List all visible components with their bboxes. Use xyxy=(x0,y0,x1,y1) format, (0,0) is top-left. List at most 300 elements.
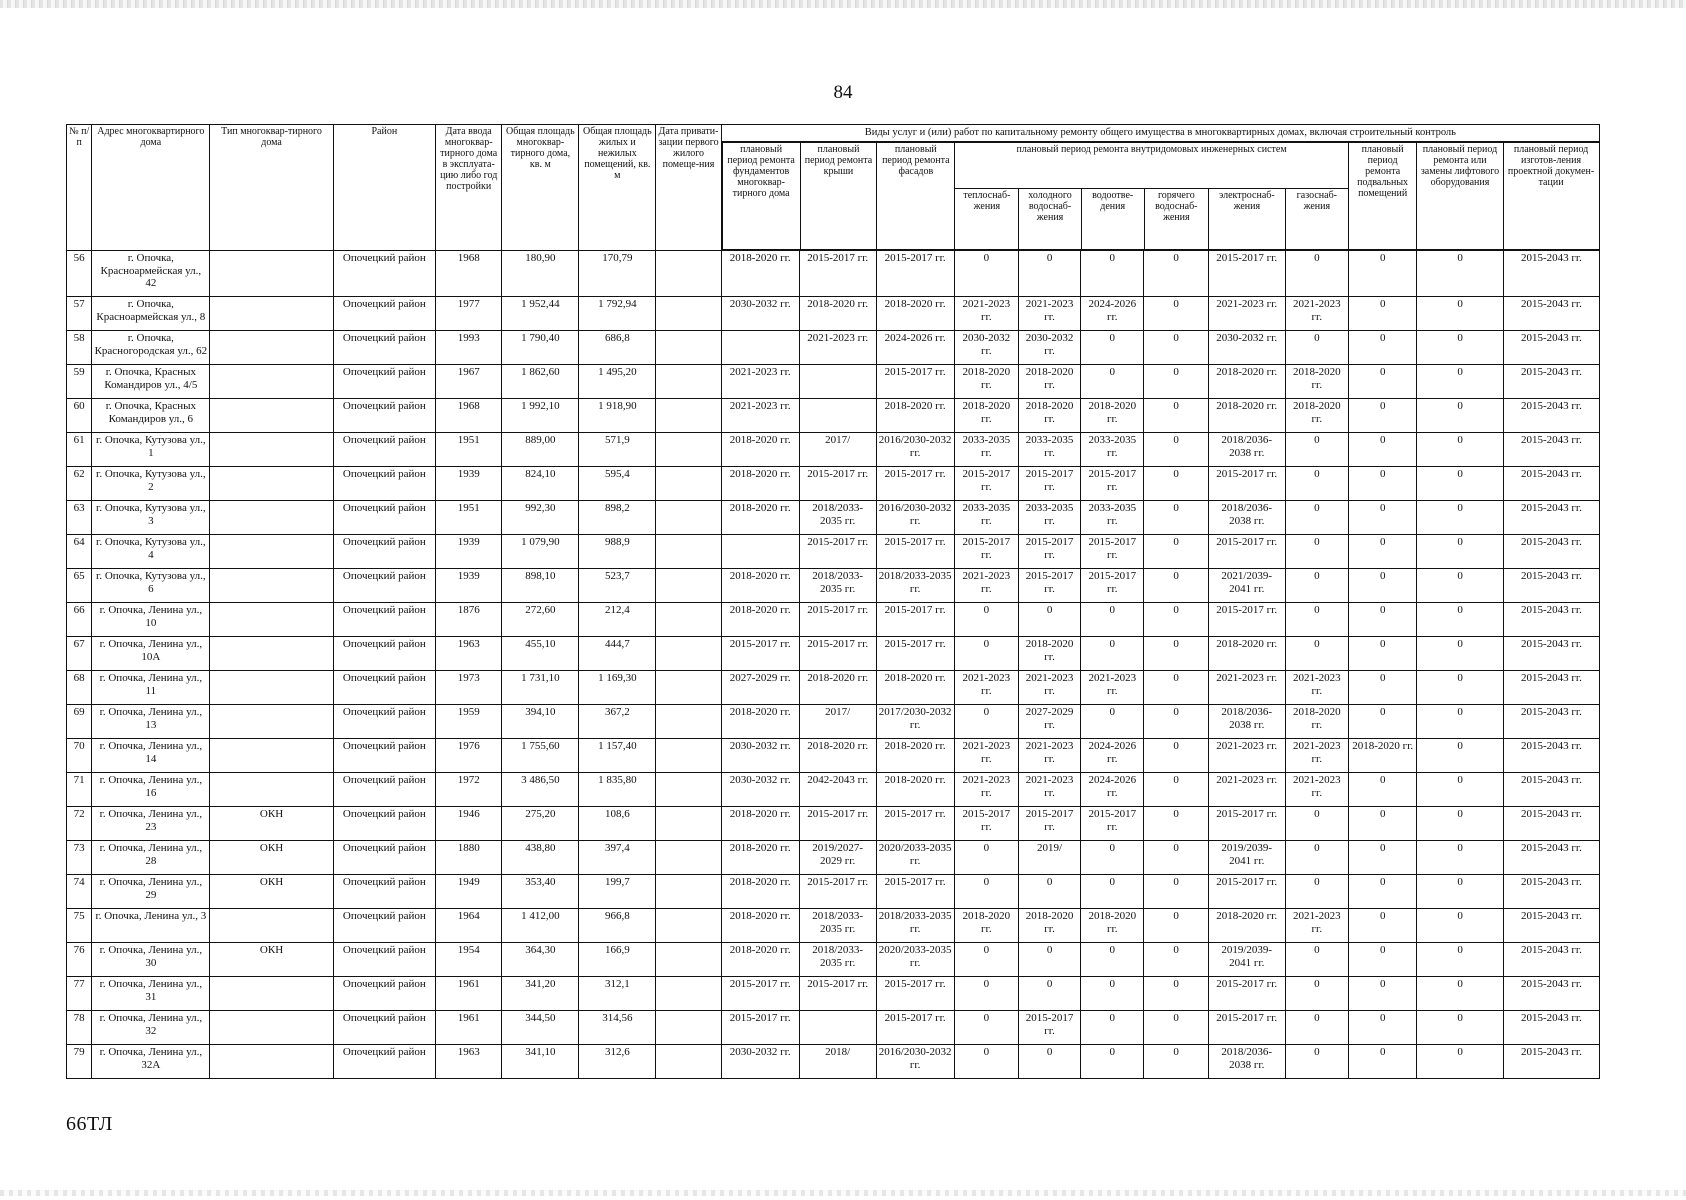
table-row xyxy=(67,943,1600,977)
cell-hot-water: 0 xyxy=(1144,705,1208,739)
cell-address: г. Опочка, Кутузова ул., 4 xyxy=(92,535,210,569)
cell-cold-water: 0 xyxy=(1018,1045,1080,1079)
document-code: 66ТЛ xyxy=(66,1113,113,1135)
cell-house-type xyxy=(210,1045,333,1079)
cell-basement: 0 xyxy=(1348,909,1417,943)
cell-living-area: 312,6 xyxy=(579,1045,656,1079)
cell-total-area: 364,30 xyxy=(502,943,579,977)
table-row xyxy=(67,251,1600,297)
cell-facade: 2020/2033-2035 гг. xyxy=(876,841,954,875)
cell-facade: 2018-2020 гг. xyxy=(876,671,954,705)
table-row xyxy=(67,977,1600,1011)
cell-foundation: 2018-2020 гг. xyxy=(721,433,799,467)
cell-hot-water: 0 xyxy=(1144,251,1208,297)
cell-basement: 0 xyxy=(1348,773,1417,807)
cell-elevator: 0 xyxy=(1417,331,1503,365)
cell-privatization-date xyxy=(656,977,721,1011)
cell-total-area: 898,10 xyxy=(502,569,579,603)
cell-design-docs: 2015-2043 гг. xyxy=(1503,365,1599,399)
cell-address: г. Опочка, Ленина ул., 23 xyxy=(92,807,210,841)
table-row xyxy=(67,501,1600,535)
cell-cold-water: 2030-2032 гг. xyxy=(1018,331,1080,365)
cell-district: Опочецкий район xyxy=(333,433,435,467)
cell-design-docs: 2015-2043 гг. xyxy=(1503,1045,1599,1079)
table-row xyxy=(67,399,1600,433)
cell-basement: 2018-2020 гг. xyxy=(1348,739,1417,773)
cell-num: 68 xyxy=(67,671,92,705)
cell-foundation: 2030-2032 гг. xyxy=(721,739,799,773)
header-foundation: плановый период ремонта фундаментов многоквар-тирного дома xyxy=(722,143,800,250)
cell-elevator: 0 xyxy=(1417,637,1503,671)
cell-sewerage: 0 xyxy=(1081,603,1144,637)
cell-commission-date: 1968 xyxy=(435,251,501,297)
cell-house-type: ОКН xyxy=(210,807,333,841)
cell-address: г. Опочка, Ленина ул., 11 xyxy=(92,671,210,705)
cell-roof: 2015-2017 гг. xyxy=(799,535,876,569)
cell-heating: 2030-2032 гг. xyxy=(954,331,1018,365)
cell-commission-date: 1880 xyxy=(435,841,501,875)
cell-district: Опочецкий район xyxy=(333,943,435,977)
cell-hot-water: 0 xyxy=(1144,671,1208,705)
cell-foundation: 2018-2020 гг. xyxy=(721,705,799,739)
cell-sewerage: 0 xyxy=(1081,841,1144,875)
cell-sewerage: 2015-2017 гг. xyxy=(1081,569,1144,603)
cell-roof: 2018/ xyxy=(799,1045,876,1079)
cell-facade: 2015-2017 гг. xyxy=(876,807,954,841)
cell-electricity: 2015-2017 гг. xyxy=(1208,977,1285,1011)
cell-design-docs: 2015-2043 гг. xyxy=(1503,875,1599,909)
cell-cold-water: 0 xyxy=(1018,943,1080,977)
cell-electricity: 2015-2017 гг. xyxy=(1208,807,1285,841)
cell-living-area: 367,2 xyxy=(579,705,656,739)
cell-gas: 2018-2020 гг. xyxy=(1285,399,1348,433)
cell-district: Опочецкий район xyxy=(333,909,435,943)
cell-hot-water: 0 xyxy=(1144,943,1208,977)
cell-num: 58 xyxy=(67,331,92,365)
cell-living-area: 571,9 xyxy=(579,433,656,467)
cell-privatization-date xyxy=(656,535,721,569)
table-row xyxy=(67,535,1600,569)
cell-gas: 0 xyxy=(1285,331,1348,365)
cell-living-area: 523,7 xyxy=(579,569,656,603)
table-row xyxy=(67,773,1600,807)
cell-privatization-date xyxy=(656,569,721,603)
cell-address: г. Опочка, Ленина ул., 30 xyxy=(92,943,210,977)
cell-district: Опочецкий район xyxy=(333,637,435,671)
cell-gas: 0 xyxy=(1285,875,1348,909)
table-row xyxy=(67,1011,1600,1045)
cell-foundation: 2030-2032 гг. xyxy=(721,297,799,331)
cell-hot-water: 0 xyxy=(1144,569,1208,603)
cell-total-area: 992,30 xyxy=(502,501,579,535)
cell-num: 63 xyxy=(67,501,92,535)
scan-edge-bottom xyxy=(0,1190,1686,1196)
cell-sewerage: 2024-2026 гг. xyxy=(1081,773,1144,807)
cell-elevator: 0 xyxy=(1417,671,1503,705)
cell-basement: 0 xyxy=(1348,637,1417,671)
cell-cold-water: 2018-2020 гг. xyxy=(1018,365,1080,399)
header-num: № п/п xyxy=(67,125,92,251)
cell-facade: 2018-2020 гг. xyxy=(876,297,954,331)
cell-facade: 2018-2020 гг. xyxy=(876,739,954,773)
table-row xyxy=(67,841,1600,875)
cell-heating: 0 xyxy=(954,875,1018,909)
cell-num: 62 xyxy=(67,467,92,501)
table-row xyxy=(67,807,1600,841)
cell-num: 72 xyxy=(67,807,92,841)
cell-privatization-date xyxy=(656,807,721,841)
cell-electricity: 2018/2036-2038 гг. xyxy=(1208,433,1285,467)
cell-commission-date: 1961 xyxy=(435,1011,501,1045)
cell-sewerage: 2015-2017 гг. xyxy=(1081,807,1144,841)
cell-total-area: 272,60 xyxy=(502,603,579,637)
cell-district: Опочецкий район xyxy=(333,535,435,569)
cell-privatization-date xyxy=(656,671,721,705)
cell-heating: 2015-2017 гг. xyxy=(954,807,1018,841)
cell-heating: 0 xyxy=(954,943,1018,977)
header-sewerage: водоотве-дения xyxy=(1081,189,1144,250)
cell-privatization-date xyxy=(656,467,721,501)
cell-gas: 0 xyxy=(1285,807,1348,841)
cell-living-area: 595,4 xyxy=(579,467,656,501)
cell-sewerage: 2015-2017 гг. xyxy=(1081,467,1144,501)
cell-total-area: 3 486,50 xyxy=(502,773,579,807)
cell-roof: 2018/2033-2035 гг. xyxy=(799,943,876,977)
cell-total-area: 341,20 xyxy=(502,977,579,1011)
cell-privatization-date xyxy=(656,603,721,637)
cell-facade: 2015-2017 гг. xyxy=(876,875,954,909)
cell-cold-water: 2033-2035 гг. xyxy=(1018,433,1080,467)
cell-heating: 0 xyxy=(954,251,1018,297)
cell-roof: 2015-2017 гг. xyxy=(799,807,876,841)
cell-sewerage: 0 xyxy=(1081,705,1144,739)
table-row xyxy=(67,739,1600,773)
cell-cold-water: 2021-2023 гг. xyxy=(1018,739,1080,773)
cell-cold-water: 2018-2020 гг. xyxy=(1018,399,1080,433)
cell-hot-water: 0 xyxy=(1144,603,1208,637)
page-number: 84 xyxy=(833,82,853,103)
cell-num: 69 xyxy=(67,705,92,739)
cell-sewerage: 2018-2020 гг. xyxy=(1081,909,1144,943)
cell-num: 60 xyxy=(67,399,92,433)
cell-house-type xyxy=(210,535,333,569)
cell-foundation: 2015-2017 гг. xyxy=(721,1011,799,1045)
cell-district: Опочецкий район xyxy=(333,841,435,875)
cell-total-area: 1 992,10 xyxy=(502,399,579,433)
cell-foundation xyxy=(721,535,799,569)
cell-address: г. Опочка, Ленина ул., 28 xyxy=(92,841,210,875)
cell-cold-water: 2015-2017 гг. xyxy=(1018,467,1080,501)
cell-electricity: 2015-2017 гг. xyxy=(1208,251,1285,297)
cell-facade: 2018/2033-2035 гг. xyxy=(876,569,954,603)
cell-house-type xyxy=(210,331,333,365)
cell-district: Опочецкий район xyxy=(333,1045,435,1079)
cell-district: Опочецкий район xyxy=(333,331,435,365)
cell-commission-date: 1972 xyxy=(435,773,501,807)
cell-house-type xyxy=(210,501,333,535)
cell-elevator: 0 xyxy=(1417,739,1503,773)
capital-repair-table xyxy=(66,124,1600,1079)
cell-district: Опочецкий район xyxy=(333,365,435,399)
cell-design-docs: 2015-2043 гг. xyxy=(1503,773,1599,807)
cell-hot-water: 0 xyxy=(1144,535,1208,569)
cell-district: Опочецкий район xyxy=(333,671,435,705)
table-row xyxy=(67,297,1600,331)
cell-num: 70 xyxy=(67,739,92,773)
cell-electricity: 2018-2020 гг. xyxy=(1208,909,1285,943)
cell-total-area: 1 731,10 xyxy=(502,671,579,705)
cell-cold-water: 2019/ xyxy=(1018,841,1080,875)
cell-gas: 0 xyxy=(1285,1045,1348,1079)
cell-num: 77 xyxy=(67,977,92,1011)
cell-commission-date: 1963 xyxy=(435,1045,501,1079)
header-living-area: Общая площадь жилых и нежилых помещений, кв. м xyxy=(579,125,656,251)
cell-privatization-date xyxy=(656,705,721,739)
cell-heating: 2021-2023 гг. xyxy=(954,297,1018,331)
cell-design-docs: 2015-2043 гг. xyxy=(1503,535,1599,569)
cell-gas: 0 xyxy=(1285,637,1348,671)
cell-elevator: 0 xyxy=(1417,943,1503,977)
cell-gas: 0 xyxy=(1285,977,1348,1011)
header-elevator: плановый период ремонта или замены лифтового оборудования xyxy=(1417,143,1503,250)
cell-living-area: 686,8 xyxy=(579,331,656,365)
cell-elevator: 0 xyxy=(1417,875,1503,909)
cell-total-area: 438,80 xyxy=(502,841,579,875)
cell-design-docs: 2015-2043 гг. xyxy=(1503,909,1599,943)
cell-elevator: 0 xyxy=(1417,1045,1503,1079)
cell-privatization-date xyxy=(656,501,721,535)
table-row xyxy=(67,467,1600,501)
cell-address: г. Опочка, Ленина ул., 32А xyxy=(92,1045,210,1079)
cell-living-area: 108,6 xyxy=(579,807,656,841)
cell-elevator: 0 xyxy=(1417,773,1503,807)
cell-gas: 0 xyxy=(1285,501,1348,535)
cell-commission-date: 1964 xyxy=(435,909,501,943)
cell-roof: 2042-2043 гг. xyxy=(799,773,876,807)
cell-hot-water: 0 xyxy=(1144,501,1208,535)
header-subtable xyxy=(722,142,1600,250)
cell-commission-date: 1959 xyxy=(435,705,501,739)
header-privatization-date: Дата привати-зации первого жилого помеще-ния xyxy=(656,125,721,251)
cell-gas: 2021-2023 гг. xyxy=(1285,773,1348,807)
cell-living-area: 199,7 xyxy=(579,875,656,909)
cell-hot-water: 0 xyxy=(1144,399,1208,433)
cell-district: Опочецкий район xyxy=(333,875,435,909)
table-row xyxy=(67,569,1600,603)
cell-electricity: 2030-2032 гг. xyxy=(1208,331,1285,365)
cell-basement: 0 xyxy=(1348,705,1417,739)
table-row xyxy=(67,671,1600,705)
cell-cold-water: 0 xyxy=(1018,251,1080,297)
table-row xyxy=(67,603,1600,637)
cell-basement: 0 xyxy=(1348,569,1417,603)
cell-gas: 0 xyxy=(1285,841,1348,875)
cell-commission-date: 1993 xyxy=(435,331,501,365)
cell-elevator: 0 xyxy=(1417,603,1503,637)
cell-facade: 2016/2030-2032 гг. xyxy=(876,501,954,535)
cell-privatization-date xyxy=(656,637,721,671)
cell-electricity: 2015-2017 гг. xyxy=(1208,603,1285,637)
cell-commission-date: 1977 xyxy=(435,297,501,331)
cell-facade: 2016/2030-2032 гг. xyxy=(876,1045,954,1079)
cell-heating: 0 xyxy=(954,841,1018,875)
cell-num: 71 xyxy=(67,773,92,807)
cell-address: г. Опочка, Ленина ул., 31 xyxy=(92,977,210,1011)
cell-commission-date: 1939 xyxy=(435,467,501,501)
cell-num: 78 xyxy=(67,1011,92,1045)
cell-heating: 0 xyxy=(954,637,1018,671)
cell-cold-water: 2015-2017 гг. xyxy=(1018,807,1080,841)
cell-cold-water: 2015-2017 гг. xyxy=(1018,569,1080,603)
cell-house-type xyxy=(210,365,333,399)
cell-hot-water: 0 xyxy=(1144,433,1208,467)
cell-address: г. Опочка, Кутузова ул., 6 xyxy=(92,569,210,603)
cell-address: г. Опочка, Ленина ул., 16 xyxy=(92,773,210,807)
cell-district: Опочецкий район xyxy=(333,467,435,501)
cell-heating: 2021-2023 гг. xyxy=(954,671,1018,705)
cell-commission-date: 1939 xyxy=(435,535,501,569)
cell-design-docs: 2015-2043 гг. xyxy=(1503,943,1599,977)
cell-heating: 2033-2035 гг. xyxy=(954,501,1018,535)
cell-cold-water: 0 xyxy=(1018,977,1080,1011)
cell-heating: 0 xyxy=(954,1011,1018,1045)
cell-basement: 0 xyxy=(1348,331,1417,365)
cell-facade: 2020/2033-2035 гг. xyxy=(876,943,954,977)
cell-privatization-date xyxy=(656,739,721,773)
cell-house-type xyxy=(210,1011,333,1045)
cell-roof: 2018/2033-2035 гг. xyxy=(799,569,876,603)
cell-heating: 2021-2023 гг. xyxy=(954,739,1018,773)
cell-foundation: 2015-2017 гг. xyxy=(721,977,799,1011)
cell-facade: 2015-2017 гг. xyxy=(876,251,954,297)
cell-address: г. Опочка, Красных Командиров ул., 4/5 xyxy=(92,365,210,399)
cell-commission-date: 1939 xyxy=(435,569,501,603)
cell-design-docs: 2015-2043 гг. xyxy=(1503,841,1599,875)
cell-privatization-date xyxy=(656,433,721,467)
cell-roof: 2017/ xyxy=(799,433,876,467)
cell-address: г. Опочка, Ленина ул., 32 xyxy=(92,1011,210,1045)
cell-address: г. Опочка, Ленина ул., 3 xyxy=(92,909,210,943)
table-row xyxy=(67,1045,1600,1079)
cell-hot-water: 0 xyxy=(1144,365,1208,399)
cell-gas: 2021-2023 гг. xyxy=(1285,739,1348,773)
cell-sewerage: 2015-2017 гг. xyxy=(1081,535,1144,569)
cell-living-area: 1 918,90 xyxy=(579,399,656,433)
cell-foundation: 2021-2023 гг. xyxy=(721,399,799,433)
cell-foundation xyxy=(721,331,799,365)
cell-total-area: 394,10 xyxy=(502,705,579,739)
cell-heating: 2018-2020 гг. xyxy=(954,399,1018,433)
cell-num: 76 xyxy=(67,943,92,977)
cell-hot-water: 0 xyxy=(1144,875,1208,909)
header-district: Район xyxy=(333,125,435,251)
header-works-subgrid xyxy=(721,142,1599,251)
cell-total-area: 1 755,60 xyxy=(502,739,579,773)
cell-living-area: 212,4 xyxy=(579,603,656,637)
cell-commission-date: 1951 xyxy=(435,433,501,467)
cell-house-type: ОКН xyxy=(210,943,333,977)
cell-basement: 0 xyxy=(1348,1045,1417,1079)
cell-basement: 0 xyxy=(1348,399,1417,433)
cell-district: Опочецкий район xyxy=(333,739,435,773)
cell-living-area: 898,2 xyxy=(579,501,656,535)
cell-num: 75 xyxy=(67,909,92,943)
cell-district: Опочецкий район xyxy=(333,603,435,637)
cell-facade: 2015-2017 гг. xyxy=(876,603,954,637)
cell-living-area: 444,7 xyxy=(579,637,656,671)
cell-gas: 0 xyxy=(1285,1011,1348,1045)
cell-basement: 0 xyxy=(1348,841,1417,875)
cell-heating: 0 xyxy=(954,977,1018,1011)
cell-elevator: 0 xyxy=(1417,251,1503,297)
cell-privatization-date xyxy=(656,399,721,433)
header-gas: газоснаб-жения xyxy=(1285,189,1348,250)
cell-hot-water: 0 xyxy=(1144,773,1208,807)
cell-living-area: 397,4 xyxy=(579,841,656,875)
cell-address: г. Опочка, Красногородская ул., 62 xyxy=(92,331,210,365)
cell-district: Опочецкий район xyxy=(333,705,435,739)
cell-living-area: 1 792,94 xyxy=(579,297,656,331)
cell-privatization-date xyxy=(656,1045,721,1079)
cell-basement: 0 xyxy=(1348,535,1417,569)
cell-elevator: 0 xyxy=(1417,977,1503,1011)
header-house-type: Тип многоквар-тирного дома xyxy=(210,125,333,251)
cell-elevator: 0 xyxy=(1417,535,1503,569)
cell-house-type xyxy=(210,433,333,467)
cell-living-area: 1 495,20 xyxy=(579,365,656,399)
cell-cold-water: 2021-2023 гг. xyxy=(1018,671,1080,705)
cell-cold-water: 0 xyxy=(1018,875,1080,909)
cell-roof: 2015-2017 гг. xyxy=(799,637,876,671)
cell-design-docs: 2015-2043 гг. xyxy=(1503,807,1599,841)
cell-heating: 2033-2035 гг. xyxy=(954,433,1018,467)
cell-electricity: 2018/2036-2038 гг. xyxy=(1208,501,1285,535)
cell-sewerage: 0 xyxy=(1081,1011,1144,1045)
cell-num: 66 xyxy=(67,603,92,637)
table-row xyxy=(67,637,1600,671)
header-design-docs: плановый период изготов-ления проектной докумен-тации xyxy=(1503,143,1599,250)
table-row xyxy=(67,365,1600,399)
cell-num: 64 xyxy=(67,535,92,569)
cell-basement: 0 xyxy=(1348,433,1417,467)
cell-cold-water: 2018-2020 гг. xyxy=(1018,637,1080,671)
cell-gas: 2021-2023 гг. xyxy=(1285,671,1348,705)
header-commission-date: Дата ввода многоквар-тирного дома в эксплуата-цию либо год постройки xyxy=(435,125,501,251)
cell-facade: 2015-2017 гг. xyxy=(876,365,954,399)
cell-house-type xyxy=(210,251,333,297)
cell-basement: 0 xyxy=(1348,1011,1417,1045)
cell-roof: 2018/2033-2035 гг. xyxy=(799,909,876,943)
cell-address: г. Опочка, Кутузова ул., 1 xyxy=(92,433,210,467)
cell-total-area: 889,00 xyxy=(502,433,579,467)
cell-elevator: 0 xyxy=(1417,399,1503,433)
cell-living-area: 170,79 xyxy=(579,251,656,297)
cell-roof: 2017/ xyxy=(799,705,876,739)
cell-roof: 2018-2020 гг. xyxy=(799,739,876,773)
cell-design-docs: 2015-2043 гг. xyxy=(1503,399,1599,433)
cell-elevator: 0 xyxy=(1417,501,1503,535)
header-total-area: Общая площадь многоквар-тирного дома, кв. м xyxy=(502,125,579,251)
cell-gas: 0 xyxy=(1285,569,1348,603)
cell-num: 56 xyxy=(67,251,92,297)
cell-facade: 2018/2033-2035 гг. xyxy=(876,909,954,943)
table-body xyxy=(67,251,1600,1079)
cell-roof: 2015-2017 гг. xyxy=(799,603,876,637)
cell-electricity: 2021-2023 гг. xyxy=(1208,297,1285,331)
cell-sewerage: 0 xyxy=(1081,331,1144,365)
cell-sewerage: 2024-2026 гг. xyxy=(1081,739,1144,773)
cell-foundation: 2018-2020 гг. xyxy=(721,467,799,501)
